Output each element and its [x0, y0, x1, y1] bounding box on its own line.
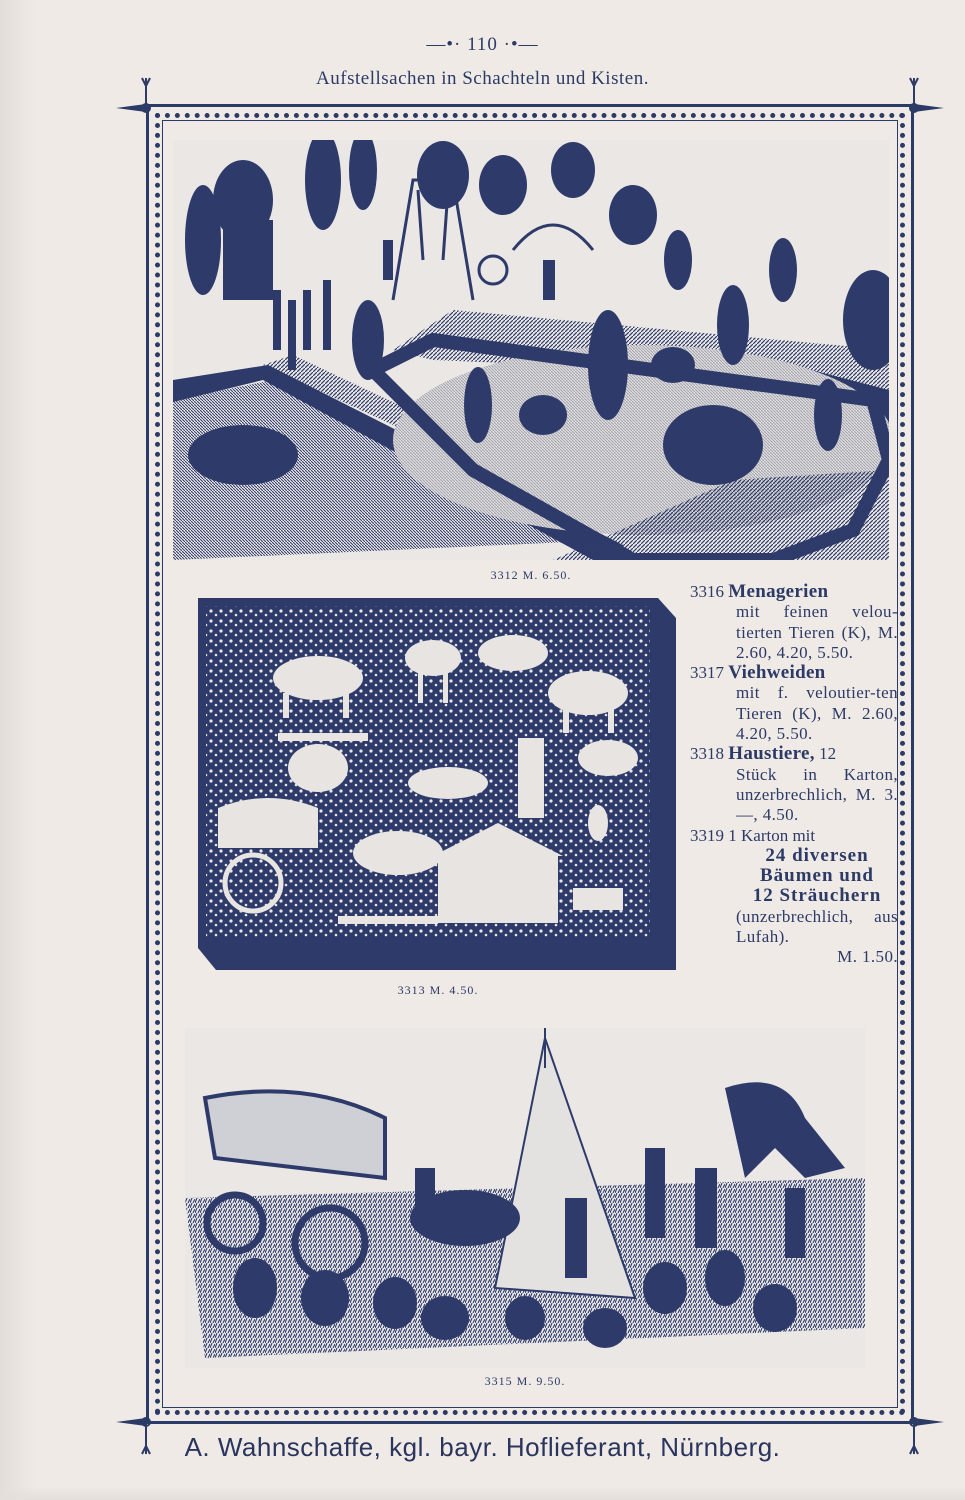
page-number-text: 110 [467, 34, 498, 55]
entry-3318 [690, 744, 898, 825]
entry-title: Haustiere, [728, 743, 815, 765]
entry-bold-line: 12 Sträuchern [752, 885, 882, 907]
entry-body: (unzerbrechlich, aus Lufah). [736, 906, 898, 947]
entry-bold-line: Bäumen und [759, 865, 875, 887]
entry-3319 [690, 826, 898, 968]
publisher-footer: A. Wahnschaffe, kgl. bayr. Hoflieferant, Nürnberg. [184, 1432, 781, 1462]
entry-title: Viehweiden [728, 662, 826, 684]
entry-number: 3317 [690, 663, 724, 683]
farm-box-engraving [198, 598, 678, 970]
wagon-camp-caption: 3315 M. 9.50. [484, 1374, 566, 1388]
garden-caption: 3312 M. 6.50. [490, 568, 572, 582]
garden-illustration [173, 140, 889, 560]
entry-3317 [690, 663, 898, 744]
entry-title: Menagerien [728, 581, 829, 602]
entry-bold-lines [690, 846, 898, 907]
entry-3316 [690, 582, 898, 663]
entry-number: 3319 [690, 825, 724, 845]
page-number-ornament-right: ·•— [497, 34, 539, 55]
page-heading: Aufstellsachen in Schachteln und Kisten. [316, 68, 649, 89]
entry-body: Stück in Karton, unzerbrechlich, M. 3.—, 4.50. [736, 764, 898, 825]
entry-number: 3318 [690, 744, 724, 764]
wagon-camp-engraving [185, 1028, 865, 1368]
garden-scene-engraving [173, 140, 889, 560]
entry-body: mit f. veloutier-ten Tieren (K), M. 2.60, 4.20, 5.50. [736, 683, 898, 744]
entry-body: mit feinen velou-tierten Tieren (K), M. 2.60, 4.20, 5.50. [736, 602, 898, 662]
entry-count: 12 [819, 744, 837, 764]
product-descriptions [690, 582, 898, 968]
page-number [0, 34, 965, 56]
entry-bold-line: 24 diversen [765, 844, 869, 866]
corner-ornament-top-left [110, 74, 170, 134]
farm-box-illustration [198, 598, 678, 970]
page-edge-bottom [0, 1486, 965, 1500]
farm-box-caption: 3313 M. 4.50. [397, 983, 479, 997]
entry-price: M. 1.50. [837, 947, 898, 967]
corner-ornament-top-right [890, 74, 950, 134]
page-edge [0, 0, 38, 1500]
entry-number: 3316 [690, 582, 724, 601]
entry-title: 1 Karton mit [728, 825, 816, 845]
page-number-ornament-left: —•· [426, 34, 468, 55]
wagon-camp-illustration [185, 1028, 865, 1368]
